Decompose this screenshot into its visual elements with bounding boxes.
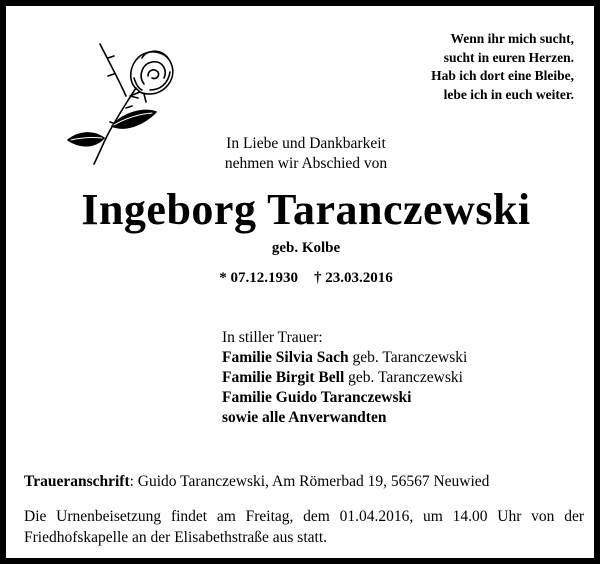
address-label: Traueranschrift <box>24 473 130 490</box>
mourner-family <box>222 368 467 388</box>
birth-date: * 07.12.1930 <box>219 270 298 286</box>
mourners <box>222 328 467 428</box>
poem-line: Wenn ihr mich sucht, <box>450 31 574 46</box>
life-dates <box>6 268 600 288</box>
deceased-name: Ingeborg Taranczewski <box>81 185 531 234</box>
poem <box>431 30 574 104</box>
intro-line-2: nehmen wir Abschied von <box>224 155 388 172</box>
address-text: : Guido Taranczewski, Am Römerbad 19, 56567 Neuwied <box>129 473 490 490</box>
family-name: Familie Guido Taranczewski <box>222 389 412 406</box>
poem-line: lebe ich in euch weiter. <box>443 86 574 102</box>
maiden-name: geb. Kolbe <box>271 240 341 256</box>
poem-line: Hab ich dort eine Bleibe, <box>431 68 574 83</box>
other-relatives: sowie alle Anverwandten <box>222 409 387 426</box>
funeral-details: Die Urnenbeisetzung findet am Freitag, dem 01.04.2016, um 14.00 Uhr von der Friedhofskapelle an der Elisabethstraße aus statt. <box>24 508 584 546</box>
mourners-heading: In stiller Trauer: <box>222 329 323 346</box>
family-suffix: geb. Taranczewski <box>344 369 463 386</box>
intro-text <box>6 134 600 174</box>
poem-line: sucht in euren Herzen. <box>443 49 574 65</box>
mourning-address <box>24 472 489 492</box>
mourner-family <box>222 348 467 368</box>
family-name: Familie Silvia Sach <box>222 349 349 366</box>
mourner-family <box>222 388 467 408</box>
family-suffix: geb. Taranczewski <box>348 349 468 366</box>
death-date: † 23.03.2016 <box>314 270 393 286</box>
intro-line-1: In Liebe und Dankbarkeit <box>226 135 386 152</box>
family-name: Familie Birgit Bell <box>222 369 345 386</box>
